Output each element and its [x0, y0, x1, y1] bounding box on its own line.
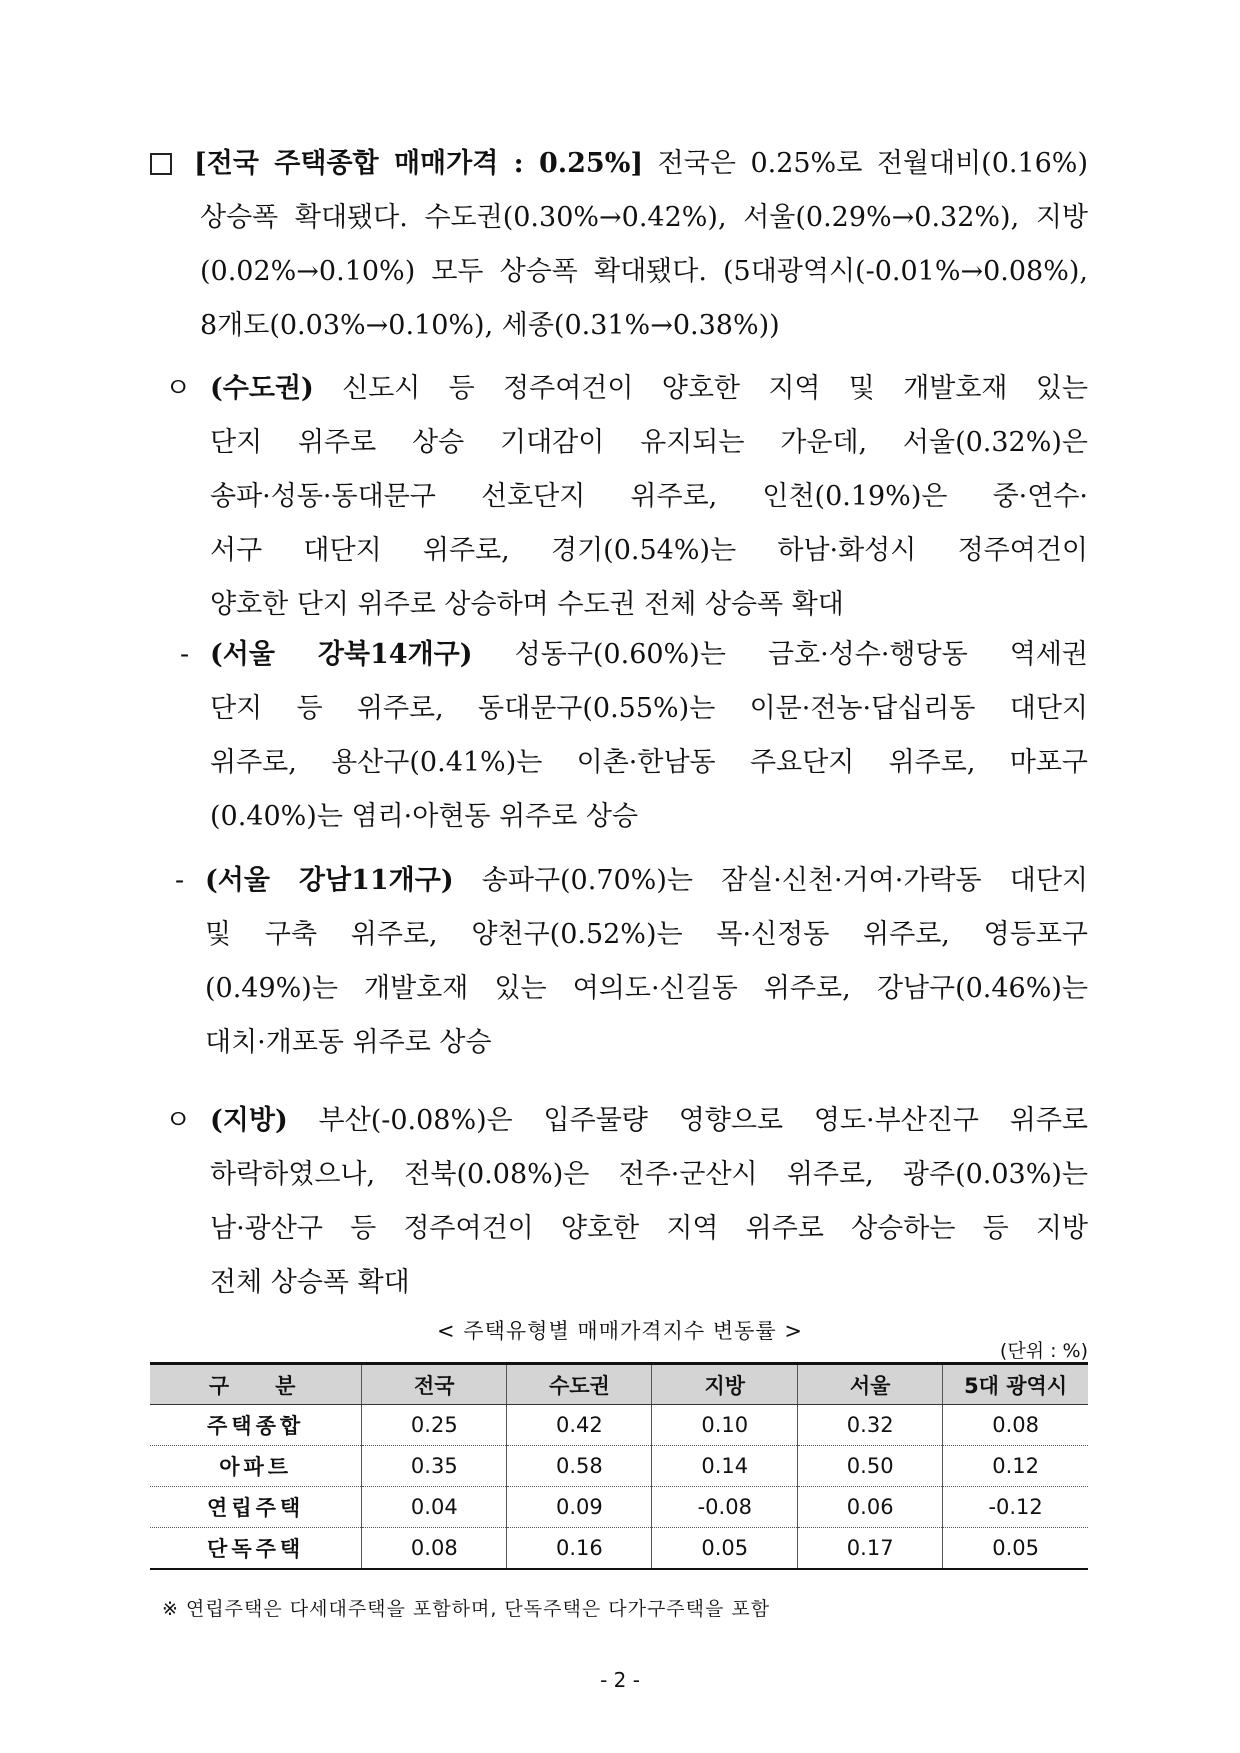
- paragraph-line: 상승폭 확대됐다. 수도권(0.30%→0.42%), 서울(0.29%→0.32%), 지방: [200, 202, 1088, 233]
- paragraph-line: (0.40%)는 염리·아현동 위주로 상승: [210, 801, 639, 832]
- capital-region-paragraph: [165, 362, 1088, 632]
- table-header-cell: 서울: [798, 1364, 943, 1405]
- paragraph-line: 서구 대단지 위주로, 경기(0.54%)는 하남·화성시 정주여건이: [210, 535, 1088, 566]
- row-label: 아파트: [150, 1446, 362, 1487]
- table-title: < 주택유형별 매매가격지수 변동률 >: [437, 1319, 803, 1343]
- table-cell: 0.35: [362, 1446, 507, 1487]
- paragraph-text: 신도시 등 정주여건이 양호한 지역 및 개발호재 있는: [313, 373, 1088, 404]
- section-heading: (서울 강북14개구): [210, 639, 473, 670]
- table-cell: 0.14: [652, 1446, 798, 1487]
- paragraph-line: 위주로, 용산구(0.41%)는 이촌·한남동 주요단지 위주로, 마포구: [210, 747, 1088, 778]
- paragraph-line: [165, 1094, 1088, 1148]
- summary-paragraph: [150, 137, 1088, 353]
- table-cell: 0.50: [798, 1446, 943, 1487]
- paragraph-line: [175, 854, 1088, 908]
- paragraph-line: 8개도(0.03%→0.10%), 세종(0.31%→0.38%)): [200, 310, 780, 341]
- paragraph-line: 송파·성동·동대문구 선호단지 위주로, 인천(0.19%)은 중·연수·: [210, 481, 1088, 512]
- table-cell: 0.04: [362, 1487, 507, 1528]
- paragraph-line: (0.49%)는 개발호재 있는 여의도·신길동 위주로, 강남구(0.46%)는: [205, 973, 1088, 1004]
- dash-bullet: -: [180, 639, 190, 670]
- paragraph-line: [150, 137, 1088, 191]
- paragraph-line: 양호한 단지 위주로 상승하며 수도권 전체 상승폭 확대: [210, 589, 844, 620]
- table-header-row: [150, 1364, 1088, 1405]
- row-label: 주택종합: [150, 1405, 362, 1446]
- section-heading: (지방): [210, 1105, 288, 1136]
- table-row: [150, 1405, 1088, 1446]
- paragraph-line: 단지 위주로 상승 기대감이 유지되는 가운데, 서울(0.32%)은: [210, 427, 1088, 458]
- table-cell: 0.32: [798, 1405, 943, 1446]
- circle-bullet: ㅇ: [165, 373, 192, 404]
- table-cell: -0.12: [943, 1487, 1088, 1528]
- paragraph-line: 및 구축 위주로, 양천구(0.52%)는 목·신정동 위주로, 영등포구: [205, 919, 1088, 950]
- table-cell: 0.12: [943, 1446, 1088, 1487]
- table-unit: (단위 : %): [999, 1340, 1088, 1362]
- table-footnote: ※ 연립주택은 다세대주택을 포함하며, 단독주택은 다가구주택을 포함: [162, 1598, 771, 1620]
- paragraph-text: 부산(-0.08%)은 입주물량 영향으로 영도·부산진구 위주로: [287, 1105, 1088, 1136]
- table-row: [150, 1487, 1088, 1528]
- empty-square-icon: [150, 153, 172, 175]
- table-cell: 0.10: [652, 1405, 798, 1446]
- table-cell: 0.08: [943, 1405, 1088, 1446]
- table-cell: 0.05: [652, 1528, 798, 1570]
- table-row: [150, 1446, 1088, 1487]
- table-cell: 0.06: [798, 1487, 943, 1528]
- paragraph-line: 전체 상승폭 확대: [210, 1267, 410, 1298]
- table-cell: 0.42: [507, 1405, 652, 1446]
- paragraph-line: (0.02%→0.10%) 모두 상승폭 확대됐다. (5대광역시(-0.01%→0.08%),: [200, 256, 1088, 287]
- table-cell: 0.17: [798, 1528, 943, 1570]
- summary-heading: [전국 주택종합 매매가격 : 0.25%]: [194, 148, 644, 179]
- paragraph-line: 하락하였으나, 전북(0.08%)은 전주·군산시 위주로, 광주(0.03%)는: [210, 1159, 1088, 1190]
- table-cell: 0.25: [362, 1405, 507, 1446]
- section-heading: (서울 강남11개구): [205, 865, 454, 896]
- gangnam-paragraph: [175, 854, 1088, 1070]
- gangbuk-paragraph: [180, 628, 1088, 844]
- page-number: - 2 -: [600, 1668, 640, 1692]
- price-change-table: [150, 1362, 1088, 1570]
- table-row: [150, 1528, 1088, 1570]
- paragraph-text: 전국은 0.25%로 전월대비(0.16%): [643, 148, 1088, 179]
- row-label: 단독주택: [150, 1528, 362, 1570]
- paragraph-line: 단지 등 위주로, 동대문구(0.55%)는 이문·전농·답십리동 대단지: [210, 693, 1088, 724]
- table-header-cell: 전국: [362, 1364, 507, 1405]
- row-label: 연립주택: [150, 1487, 362, 1528]
- paragraph-line: 남·광산구 등 정주여건이 양호한 지역 위주로 상승하는 등 지방: [210, 1213, 1088, 1244]
- table-header-cell: 수도권: [507, 1364, 652, 1405]
- table-cell: -0.08: [652, 1487, 798, 1528]
- circle-bullet: ㅇ: [165, 1105, 192, 1136]
- paragraph-line: [180, 628, 1088, 682]
- table-cell: 0.08: [362, 1528, 507, 1570]
- paragraph-text: 성동구(0.60%)는 금호·성수·행당동 역세권: [472, 639, 1089, 670]
- section-heading: (수도권): [210, 373, 314, 404]
- table-header-cell: 구분: [150, 1364, 362, 1405]
- local-region-paragraph: [165, 1094, 1088, 1310]
- table-cell: 0.05: [943, 1528, 1088, 1570]
- paragraph-text: 송파구(0.70%)는 잠실·신천·거여·가락동 대단지: [453, 865, 1089, 896]
- dash-bullet: -: [175, 865, 185, 896]
- table-cell: 0.16: [507, 1528, 652, 1570]
- paragraph-line: 대치·개포동 위주로 상승: [205, 1027, 492, 1058]
- paragraph-line: [165, 362, 1088, 416]
- table-header-cell: 지방: [652, 1364, 798, 1405]
- table-cell: 0.58: [507, 1446, 652, 1487]
- table-header-cell: 5대 광역시: [943, 1364, 1088, 1405]
- table-cell: 0.09: [507, 1487, 652, 1528]
